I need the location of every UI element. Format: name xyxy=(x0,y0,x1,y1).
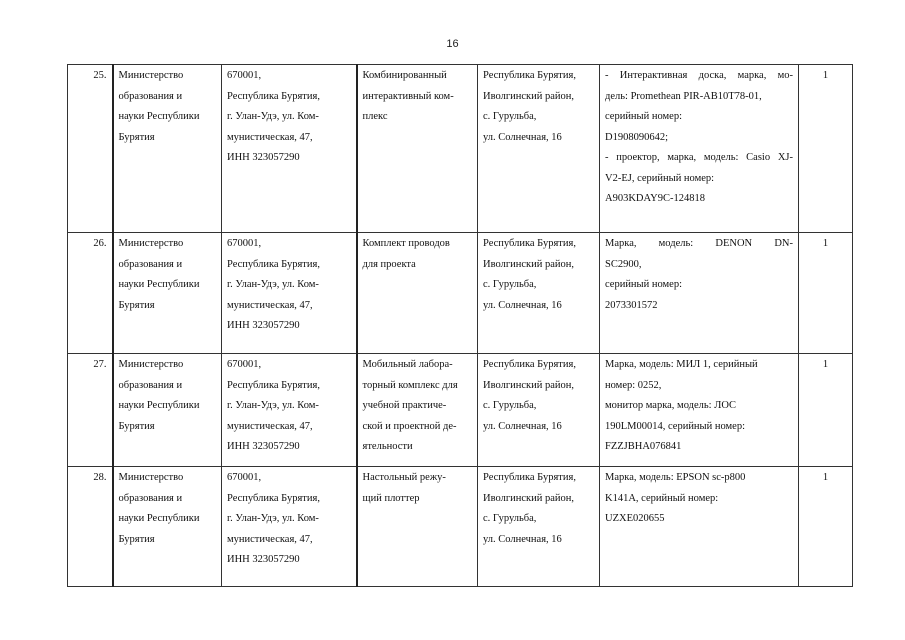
item-name-line: интерактивный ком- xyxy=(362,90,454,102)
address-line: 670001, xyxy=(227,359,262,370)
address-line: ИНН 323057290 xyxy=(227,152,300,163)
equipment-registry-table xyxy=(67,64,853,587)
organization-line: Бурятия xyxy=(118,533,155,545)
specification-line: - проектор, марка, модель: Casio XJ- xyxy=(605,152,793,163)
address-line: 670001, xyxy=(227,472,262,483)
item-name-cell xyxy=(357,233,478,354)
quantity-cell: 1 xyxy=(799,354,853,467)
specification-line: 190LM00014, серийный номер: xyxy=(605,420,745,432)
address-line: 670001, xyxy=(227,238,262,249)
location-line: Республика Бурятия, xyxy=(483,359,576,370)
address-cell xyxy=(222,467,357,587)
specification-line: D1908090642; xyxy=(605,131,668,143)
specification-cell xyxy=(600,65,799,233)
organization-line: образования и xyxy=(118,258,183,270)
address-line: Республика Бурятия, xyxy=(227,492,320,504)
organization-cell xyxy=(113,354,222,467)
address-line: г. Улан-Удэ, ул. Ком- xyxy=(227,400,319,411)
specification-line: номер: 0252, xyxy=(605,379,662,391)
specification-line: FZZJBHA076841 xyxy=(605,441,682,452)
address-line: ИНН 323057290 xyxy=(227,320,300,331)
location-cell xyxy=(478,233,600,354)
specification-line: - Интерактивная доска, марка, мо- xyxy=(605,70,793,81)
location-line: Иволгинский район, xyxy=(483,90,575,102)
quantity-cell: 1 xyxy=(799,233,853,354)
location-line: с. Гурульба, xyxy=(483,513,537,524)
location-cell xyxy=(478,354,600,467)
location-line: Республика Бурятия, xyxy=(483,472,576,483)
organization-line: образования и xyxy=(118,379,183,391)
address-cell xyxy=(222,233,357,354)
organization-line: образования и xyxy=(118,90,183,102)
address-cell xyxy=(222,354,357,467)
specification-line: Марка, модель: МИЛ 1, серийный xyxy=(605,359,758,370)
address-line: ИНН 323057290 xyxy=(227,441,300,452)
row-number-cell: 26. xyxy=(68,233,113,354)
address-line: 670001, xyxy=(227,70,262,81)
address-line: Республика Бурятия, xyxy=(227,379,320,391)
specification-line: SC2900, xyxy=(605,258,642,270)
item-name-line: Мобильный лабора- xyxy=(362,359,453,370)
location-line: с. Гурульба, xyxy=(483,279,537,290)
organization-cell xyxy=(113,65,222,233)
location-line: с. Гурульба, xyxy=(483,400,537,411)
location-line: ул. Солнечная, 16 xyxy=(483,533,562,545)
specification-line: UZXE020655 xyxy=(605,513,665,524)
organization-line: Министерство xyxy=(118,70,184,81)
address-line: г. Улан-Удэ, ул. Ком- xyxy=(227,279,319,290)
organization-line: Министерство xyxy=(118,238,184,249)
location-cell xyxy=(478,65,600,233)
location-line: ул. Солнечная, 16 xyxy=(483,131,562,143)
item-name-line: ятельности xyxy=(362,441,413,452)
item-name-line: торный комплекс для xyxy=(362,379,458,391)
organization-line: Бурятия xyxy=(118,299,155,311)
item-name-line: Настольный режу- xyxy=(362,472,446,483)
item-name-line: плекс xyxy=(362,111,388,122)
item-name-line: для проекта xyxy=(362,258,416,270)
item-name-cell xyxy=(357,65,478,233)
organization-cell xyxy=(113,233,222,354)
specification-line: Марка, модель: EPSON sc-p800 xyxy=(605,472,746,483)
address-cell xyxy=(222,65,357,233)
row-number-cell: 25. xyxy=(68,65,113,233)
item-name-line: Комбинированный xyxy=(362,70,447,81)
organization-line: Бурятия xyxy=(118,420,155,432)
row-number-cell: 27. xyxy=(68,354,113,467)
table-row xyxy=(68,467,853,587)
location-line: Иволгинский район, xyxy=(483,492,575,504)
specification-cell xyxy=(600,354,799,467)
specification-line: A903KDAY9C-124818 xyxy=(605,193,705,204)
address-line: Республика Бурятия, xyxy=(227,258,320,270)
item-name-line: Комплект проводов xyxy=(362,238,450,249)
specification-line: дель: Promethean PIR-AB10T78-01, xyxy=(605,90,762,102)
table-row xyxy=(68,233,853,354)
organization-line: Министерство xyxy=(118,472,184,483)
address-line: ИНН 323057290 xyxy=(227,554,300,565)
address-line: г. Улан-Удэ, ул. Ком- xyxy=(227,513,319,524)
location-line: ул. Солнечная, 16 xyxy=(483,420,562,432)
organization-line: науки Республики xyxy=(118,111,200,122)
specification-cell xyxy=(600,467,799,587)
item-name-line: щий плоттер xyxy=(362,492,420,504)
specification-line: монитор марка, модель: ЛОС xyxy=(605,400,737,411)
location-cell xyxy=(478,467,600,587)
specification-line: 2073301572 xyxy=(605,299,658,311)
item-name-line: учебной практиче- xyxy=(362,400,447,411)
specification-line: V2-EJ, серийный номер: xyxy=(605,172,715,184)
location-line: Республика Бурятия, xyxy=(483,70,576,81)
organization-line: Министерство xyxy=(118,359,184,370)
organization-cell xyxy=(113,467,222,587)
address-line: мунистическая, 47, xyxy=(227,533,313,545)
address-line: Республика Бурятия, xyxy=(227,90,320,102)
location-line: Иволгинский район, xyxy=(483,258,575,270)
address-line: мунистическая, 47, xyxy=(227,131,313,143)
organization-line: науки Республики xyxy=(118,513,200,524)
page-number: 16 xyxy=(446,38,459,50)
specification-line: K141A, серийный номер: xyxy=(605,492,719,504)
location-line: ул. Солнечная, 16 xyxy=(483,299,562,311)
location-line: Иволгинский район, xyxy=(483,379,575,391)
item-name-cell xyxy=(357,467,478,587)
quantity-cell: 1 xyxy=(799,467,853,587)
organization-line: Бурятия xyxy=(118,131,155,143)
organization-line: науки Республики xyxy=(118,279,200,290)
location-line: Республика Бурятия, xyxy=(483,238,576,249)
location-line: с. Гурульба, xyxy=(483,111,537,122)
organization-line: науки Республики xyxy=(118,400,200,411)
specification-line: серийный номер: xyxy=(605,279,682,290)
row-number-cell: 28. xyxy=(68,467,113,587)
item-name-line: ской и проектной де- xyxy=(362,420,457,432)
specification-line: серийный номер: xyxy=(605,111,682,122)
specification-cell xyxy=(600,233,799,354)
table-row xyxy=(68,65,853,233)
address-line: мунистическая, 47, xyxy=(227,420,313,432)
address-line: г. Улан-Удэ, ул. Ком- xyxy=(227,111,319,122)
organization-line: образования и xyxy=(118,492,183,504)
specification-line: Марка, модель: DENON DN- xyxy=(605,238,793,249)
table-row xyxy=(68,354,853,467)
quantity-cell: 1 xyxy=(799,65,853,233)
address-line: мунистическая, 47, xyxy=(227,299,313,311)
item-name-cell xyxy=(357,354,478,467)
